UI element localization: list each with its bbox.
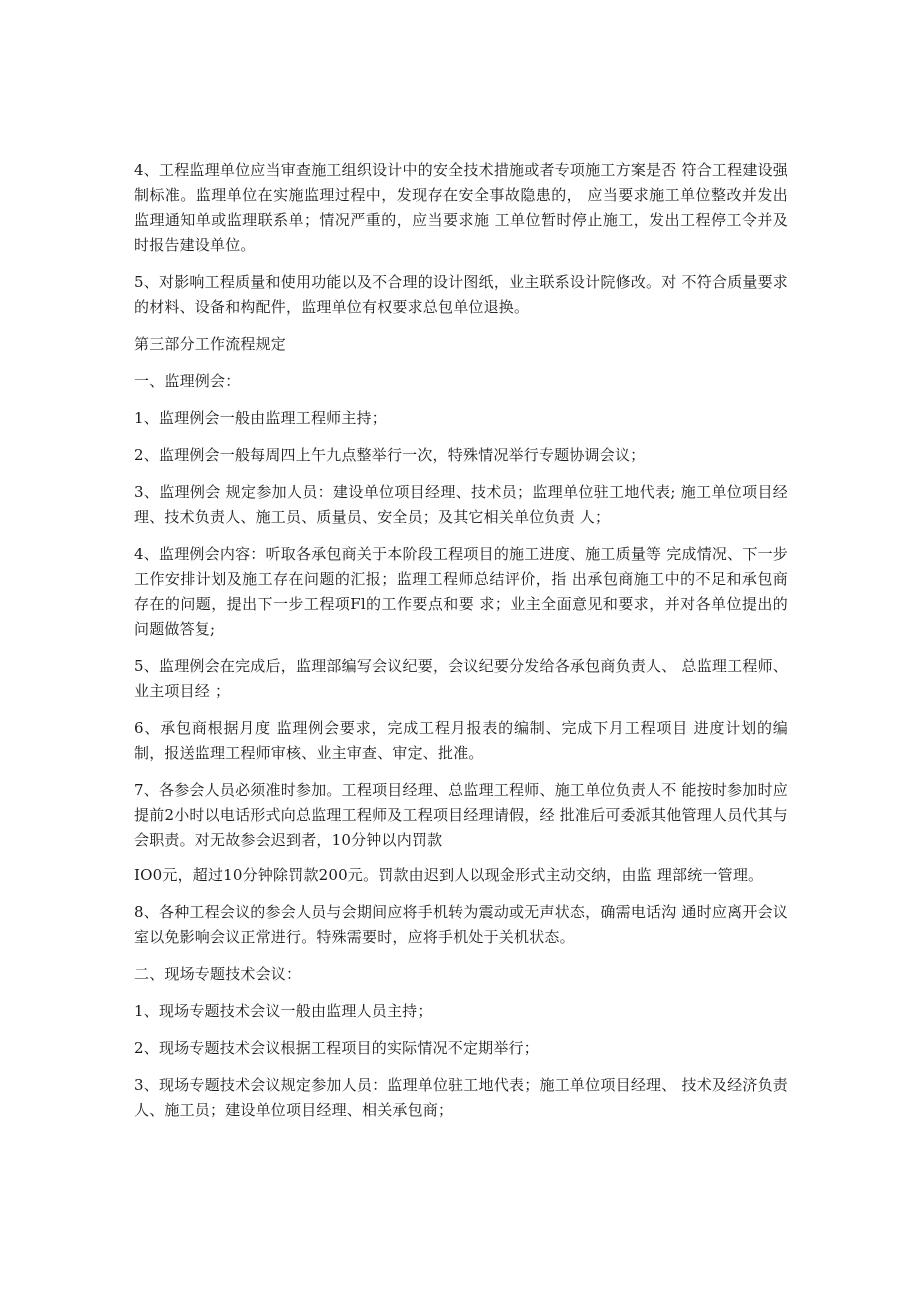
subsection-heading-technical: 二、现场专题技术会议： [134,965,302,983]
paragraph-14: 3、现场专题技术会议规定参加人员：监理单位驻工地代表；施工单位项目经理、 技术及经济负责人、施工员；建设单位项目经理、相关承包商； [134,1076,788,1119]
paragraph-3: 1、监理例会一般由监理工程师主持； [134,409,387,427]
paragraph-12: 1、现场专题技术会议一般由监理人员主持； [134,1002,433,1020]
paragraph-7: 5、监理例会在完成后，监理部编写会议纪要，会议纪要分发给各承包商负责人、 总监理工程师、业主项目经 ； [134,657,788,700]
paragraph-11: 8、各种工程会议的参会人员与会期间应将手机转为震动或无声状态，确需电话沟 通时应离开会议室以免影响会议正常进行。特殊需要时，应将手机处于关机状态。 [134,903,788,946]
paragraph-2: 5、对影响工程质量和使用功能以及不合理的设计图纸，业主联系设计院修改。对 不符合质量要求的材料、设备和构配件，监理单位有权要求总包单位退换。 [134,273,788,316]
paragraph-13: 2、现场专题技术会议根据工程项目的实际情况不定期举行； [134,1039,539,1057]
subsection-heading-meeting: 一、监理例会： [134,372,241,390]
paragraph-6: 4、监理例会内容：听取各承包商关于本阶段工程项目的施工进度、施工质量等 完成情况、下一步工作安排计划及施工存在问题的汇报；监理工程师总结评价，指 出承包商施工中的不足和承包商存在的问题，提出下一步工程项Fl的工作要点和要 求；业主全面意见和要求，并对各单位提出的问题做答复; [134,545,788,638]
section-heading: 第三部分工作流程规定 [134,335,287,353]
paragraph-1: 4、工程监理单位应当审查施工组织设计中的安全技术措施或者专项施工方案是否 符合工程建设强制标准。监理单位在实施监理过程中，发现存在安全事故隐患的， 应当要求施工单位整改并发出监理通知单或监理联系单；情况严重的，应当要求施 工单位暂时停止施工，发出工程停工令并及时报告建设单位。 [134,161,788,254]
paragraph-9: 7、各参会人员必须准时参加。工程项目经理、总监理工程师、施工单位负责人不 能按时参加时应提前2小时以电话形式向总监理工程师及工程项目经理请假，经 批准后可委派其他管理人员代其与会职责。对无故参会迟到者，10分钟以内罚款 [134,781,788,849]
paragraph-8: 6、承包商根据月度 监理例会要求，完成工程月报表的编制、完成下月工程项目 进度计划的编制，报送监理工程师审核、业主审查、审定、批准。 [134,719,788,762]
paragraph-5: 3、监理例会 规定参加人员：建设单位项目经理、技术员；监理单位驻工地代表; 施工单位项目经理、技术负责人、施工员、质量员、安全员；及其它相关单位负责 人； [134,483,788,526]
paragraph-10: IO0元，超过10分钟除罚款200元。罚款由迟到人以现金形式主动交纳，由监 理部统一管理。 [134,866,764,884]
paragraph-4: 2、监理例会一般每周四上午九点整举行一次，特殊情况举行专题协调会议； [134,446,646,464]
document-body [134,158,788,1135]
